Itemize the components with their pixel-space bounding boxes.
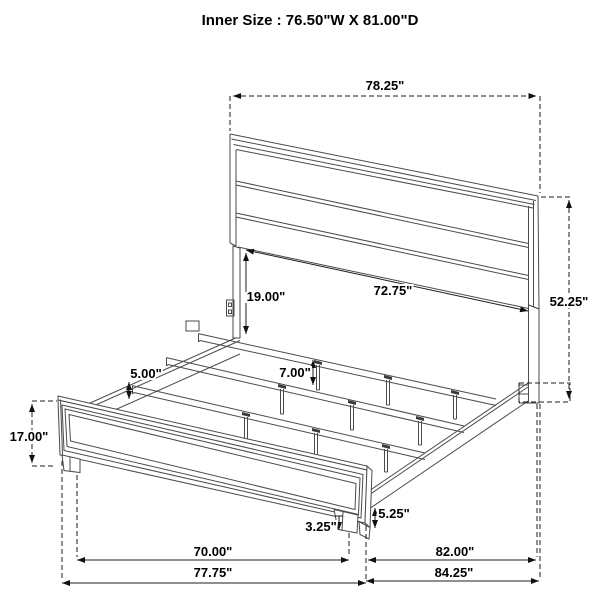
dim-headboard-leg-height [246, 253, 285, 334]
headboard-right-leg [529, 305, 540, 403]
dim-side-rail-length [368, 404, 537, 560]
dim-label-support-leg-height: 7.00" [279, 365, 311, 380]
dim-label-side-rail-clearance: 5.25" [378, 506, 410, 521]
dim-inner-headboard-width [246, 250, 528, 311]
slat-rail [167, 358, 465, 433]
dim-label-footboard-height: 17.00" [9, 429, 49, 444]
dim-label-footboard-inner-width: 70.00" [193, 544, 233, 559]
bed-frame-drawing [58, 134, 539, 539]
headboard-left-leg [233, 246, 240, 338]
page-title: Inner Size : 76.50"W X 81.00"D [201, 12, 419, 29]
dim-label-headboard-height: 52.25" [549, 294, 589, 309]
dim-label-inner-headboard-width: 72.75" [373, 283, 413, 298]
dim-label-headboard-width: 78.25" [365, 78, 405, 93]
headboard [227, 134, 540, 403]
dim-label-side-rail-length: 82.00" [435, 544, 475, 559]
slat-rail [199, 334, 497, 406]
dim-label-side-rail-height: 5.00" [130, 366, 162, 381]
dim-headboard-width [230, 78, 540, 193]
dim-label-footboard-width: 77.75" [193, 565, 233, 580]
footboard [58, 396, 372, 539]
dim-label-overall-depth: 84.25" [434, 565, 474, 580]
dim-footboard-height [10, 401, 57, 466]
dim-label-headboard-leg-height: 19.00" [246, 289, 286, 304]
dim-side-rail-clearance [375, 506, 410, 528]
right-side-rail [366, 383, 528, 511]
dim-label-footboard-foot-height: 3.25" [305, 519, 337, 534]
rail-bracket [186, 321, 199, 331]
